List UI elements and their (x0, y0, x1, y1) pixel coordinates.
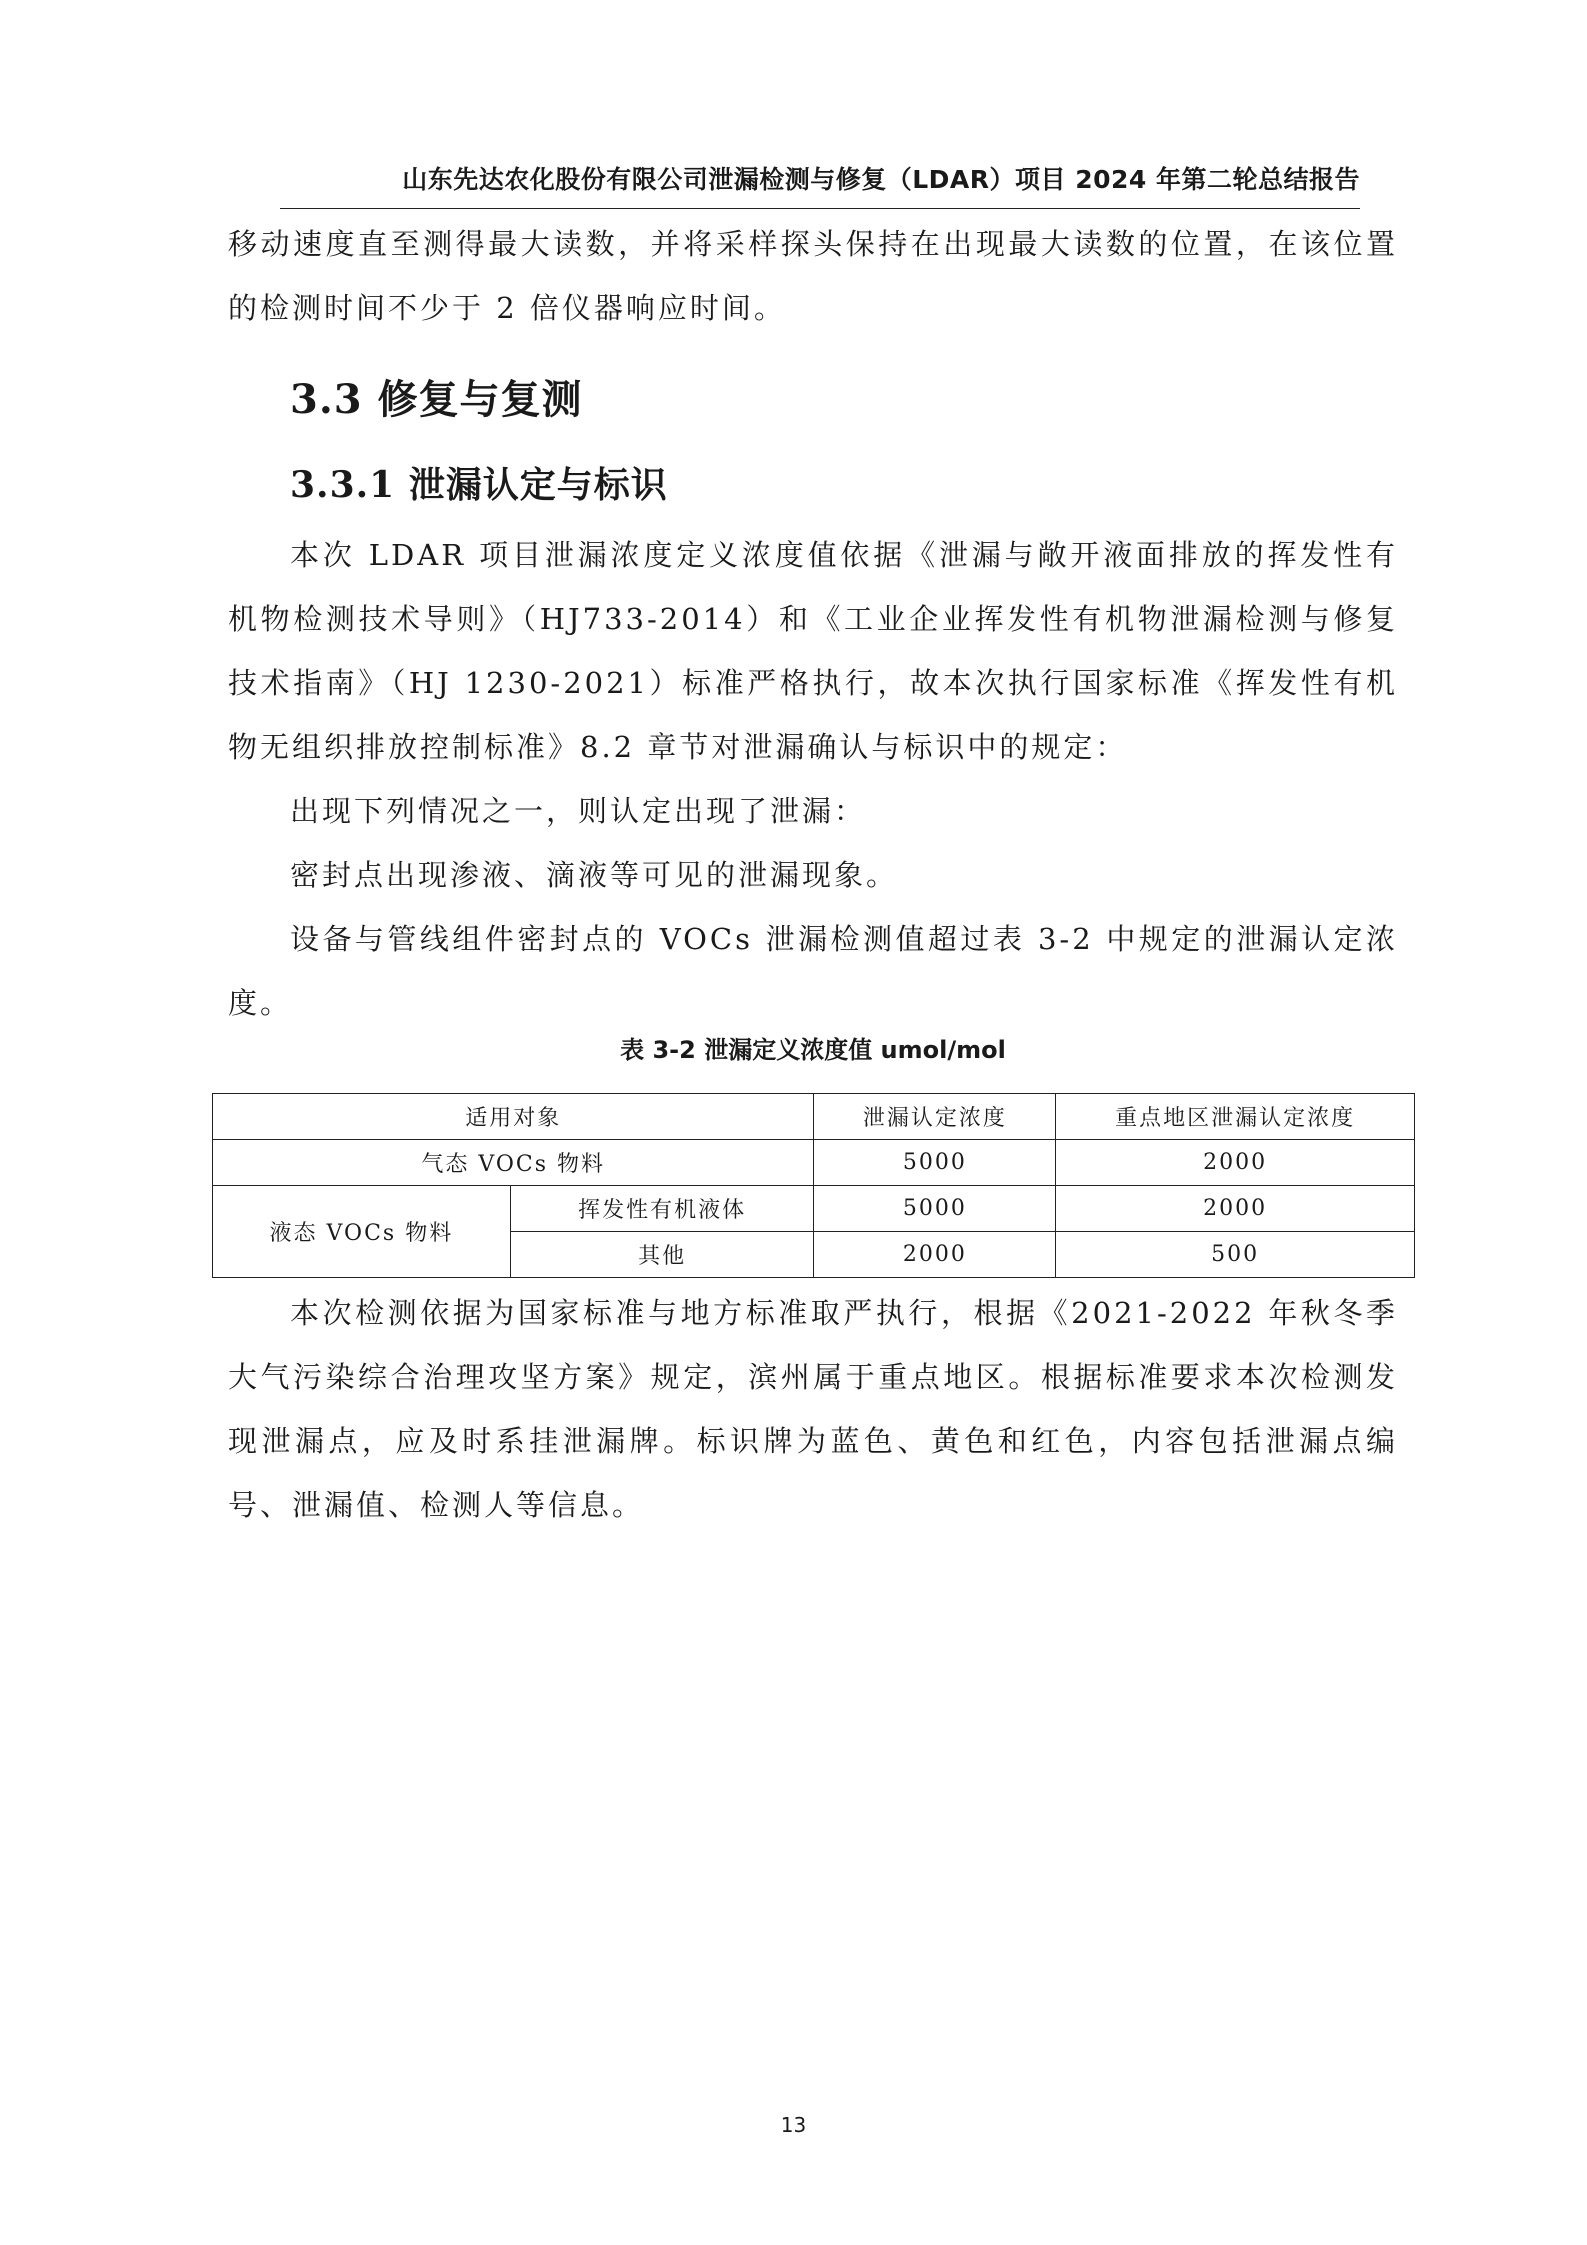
table-row (213, 1140, 1415, 1186)
intro-block (228, 212, 1398, 340)
subsection-heading-block (228, 457, 1398, 508)
cell-volatile-threshold: 5000 (814, 1186, 1056, 1232)
table-row (213, 1186, 1415, 1232)
header-threshold: 泄漏认定浓度 (814, 1094, 1056, 1140)
header-object: 适用对象 (213, 1094, 814, 1140)
leak-threshold-table (212, 1093, 1415, 1278)
cell-other-threshold: 2000 (814, 1232, 1056, 1278)
paragraph-closing: 本次检测依据为国家标准与地方标准取严执行，根据《2021-2022 年秋冬季大气污染综合治理攻坚方案》规定，滨州属于重点地区。根据标准要求本次检测发现泄漏点，应及时系挂泄漏牌。标识牌为蓝色、黄色和红色，内容包括泄漏点编号、泄漏值、检测人等信息。 (228, 1296, 1398, 1522)
cell-volatile-key-region: 2000 (1056, 1186, 1415, 1232)
section-heading-block (228, 368, 1398, 425)
cell-other-key-region: 500 (1056, 1232, 1415, 1278)
header-key-region-threshold: 重点地区泄漏认定浓度 (1056, 1094, 1415, 1140)
table-caption: 表 3-2 泄漏定义浓度值 umol/mol (620, 1036, 1006, 1064)
section-body (228, 523, 1398, 1035)
cell-volatile-label: 挥发性有机液体 (510, 1186, 814, 1232)
section-heading: 3.3 修复与复测 (290, 376, 583, 423)
paragraph-conditions-intro: 出现下列情况之一，则认定出现了泄漏： (290, 794, 867, 828)
subsection-heading: 3.3.1 泄漏认定与标识 (290, 464, 668, 506)
cell-gas-threshold: 5000 (814, 1140, 1056, 1186)
running-header: 山东先达农化股份有限公司泄漏检测与修复（LDAR）项目 2024 年第二轮总结报告 (280, 160, 1360, 209)
closing-block (228, 1281, 1398, 1537)
intro-continuation: 移动速度直至测得最大读数，并将采样探头保持在出现最大读数的位置，在该位置的检测时间不少于 2 倍仪器响应时间。 (228, 227, 1398, 325)
table-header-row (213, 1094, 1415, 1140)
cell-gas-label: 气态 VOCs 物料 (213, 1140, 814, 1186)
cell-liquid-group-label: 液态 VOCs 物料 (213, 1186, 511, 1278)
paragraph-condition-visible: 密封点出现渗液、滴液等可见的泄漏现象。 (290, 858, 899, 892)
cell-other-label: 其他 (510, 1232, 814, 1278)
page-number: 13 (780, 2113, 807, 2137)
paragraph-basis: 本次 LDAR 项目泄漏浓度定义浓度值依据《泄漏与敞开液面排放的挥发性有机物检测技术导则》（HJ733-2014）和《工业企业挥发性有机物泄漏检测与修复技术指南》（HJ 1230-2021）标准严格执行，故本次执行国家标准《挥发性有机物无组织排放控制标准》8.2 章节对泄漏确认与标识中的规定： (228, 538, 1398, 764)
paragraph-condition-threshold: 设备与管线组件密封点的 VOCs 泄漏检测值超过表 3-2 中规定的泄漏认定浓度。 (228, 922, 1398, 1020)
cell-gas-key-region: 2000 (1056, 1140, 1415, 1186)
